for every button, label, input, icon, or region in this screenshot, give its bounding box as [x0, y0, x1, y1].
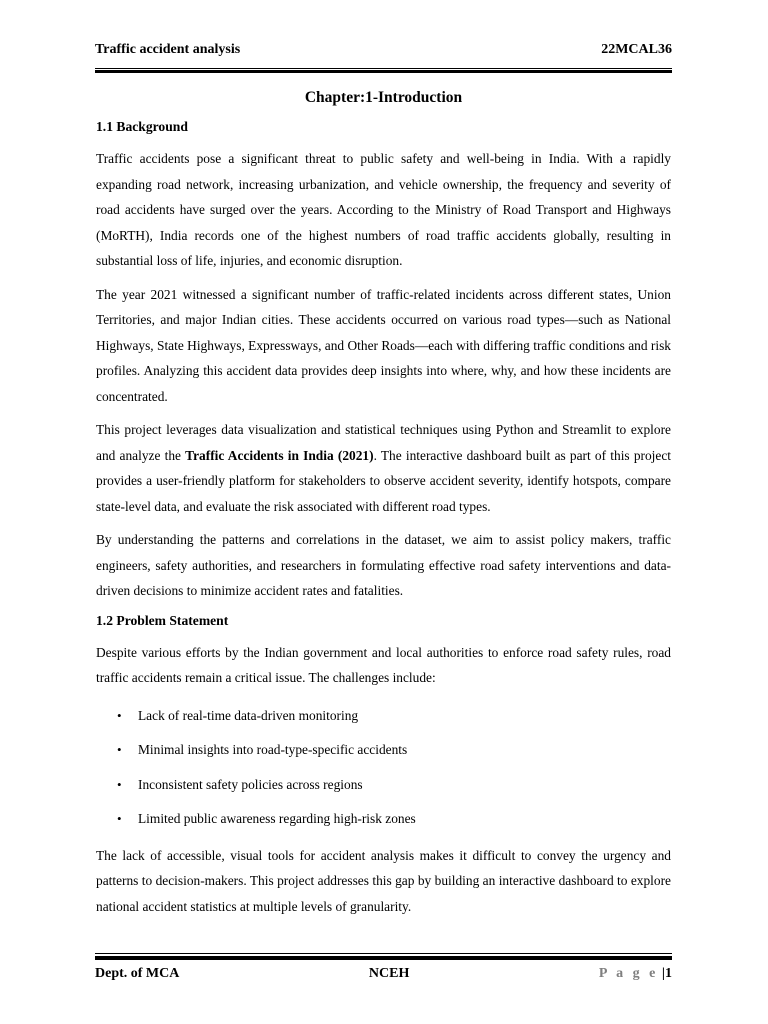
list-item: [96, 699, 671, 734]
page-header: [95, 42, 672, 71]
footer-page-indicator: [599, 966, 672, 982]
footer-page-number: 1: [664, 966, 672, 981]
header-rule: [95, 71, 672, 73]
list-item-text: Minimal insights into road-type-specific accidents: [138, 742, 408, 757]
background-paragraph-4: By understanding the patterns and correlations in the dataset, we aim to assist policy makers, traffic engineers, safety authorities, and researchers in formulating effective road safety interventions and data-driven decisions to minimize accident rates and fatalities.: [96, 532, 671, 598]
page-body: [96, 88, 671, 927]
list-item-text: Lack of real-time data-driven monitoring: [138, 707, 359, 723]
section-heading-problem: 1.2 Problem Statement: [96, 612, 229, 628]
list-item: [96, 802, 671, 837]
bullet-icon: •: [117, 707, 122, 723]
list-item-text: Limited public awareness regarding high-risk zones: [138, 811, 416, 826]
list-item-text: Inconsistent safety policies across regions: [138, 776, 363, 792]
background-paragraph-3-text-a: This project leverages data visualization and statistical techniques using Python and Streamlit to explore and analyze the: [96, 422, 671, 463]
problem-intro: Despite various efforts by the Indian government and local authorities to enforce road safety rules, road traffic accidents remain a critical issue. The challenges include:: [96, 644, 671, 685]
challenges-list: [96, 699, 671, 837]
background-paragraph-1: Traffic accidents pose a significant threat to public safety and well-being in India. With a rapidly expanding road network, increasing urbanization, and vehicle ownership, the frequency and severity of road accidents have surged over the years. According to the Ministry of Road Transport and Highways (MoRTH), India records one of the highest numbers of road traffic accidents globally, resulting in substantial loss of life, injuries, and economic disruption.: [96, 151, 671, 268]
bullet-icon: •: [117, 776, 122, 792]
bullet-icon: •: [117, 742, 122, 757]
dataset-name: Traffic Accidents in India (2021): [185, 447, 374, 463]
header-title: Traffic accident analysis: [95, 42, 241, 57]
header-course-code: 22MCAL36: [601, 42, 672, 57]
footer-page-label: P a g e: [598, 966, 659, 981]
problem-closing: The lack of accessible, visual tools for accident analysis makes it difficult to convey the urgency and patterns to decision-makers. This project addresses this gap by building an interactive dashboard to explore national accident statistics at multiple levels of granularity.: [96, 847, 671, 914]
background-paragraph-2: The year 2021 witnessed a significant number of traffic-related incidents across different states, Union Territories, and major Indian cities. These accidents occurred on various road types—such as National Highways, State Highways, Expressways, and Other Roads—each with differing traffic conditions and risk profiles. Analyzing this accident data provides deep insights into where, why, and how these incidents are concentrated.: [96, 286, 671, 404]
background-paragraph-3-text-b: . The interactive dashboard built as part of this project provides a user-friendly platform for stakeholders to observe accident severity, identify hotspots, compare state-level data, and evaluate the risk associated with different road types.: [96, 447, 672, 514]
list-item: [96, 768, 671, 803]
background-paragraph-3: [96, 417, 671, 519]
footer-department: Dept. of MCA: [95, 966, 180, 981]
bullet-icon: •: [117, 811, 122, 826]
footer-college: NCEH: [368, 966, 410, 981]
chapter-title: Chapter:1-Introduction: [304, 89, 463, 106]
list-item: [96, 733, 671, 768]
footer-rule: [95, 953, 672, 954]
section-heading-background: 1.1 Background: [96, 119, 188, 134]
footer-separator: |: [661, 966, 665, 981]
page-footer: [95, 956, 672, 982]
